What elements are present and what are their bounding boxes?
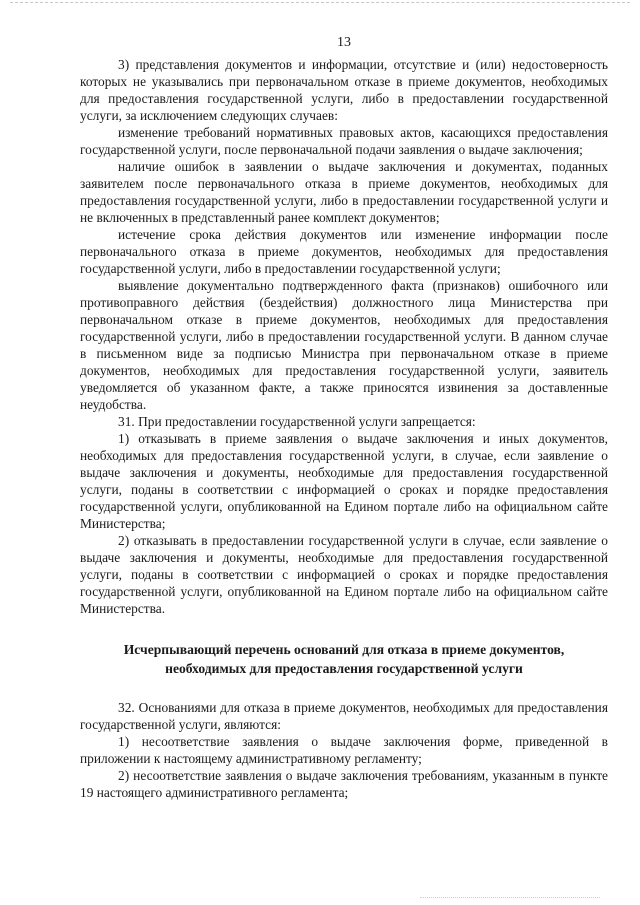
paragraph-exception-expiry: истечение срока действия документов или изменение информации после первоначального отказа в приеме документов, необходимых для предоставления государственной услуги, либо в предоставлении государственной услуги; — [80, 227, 608, 276]
paragraph-31-2: 2) отказывать в предоставлении государственной услуги в случае, если заявление о выдаче заключения и документы, необходимые для предоставления государственной услуги, поданы в соответствии с информацией о сроках и порядке предоставления государственной услуги, опубликованной на Едином портале либо на официальном сайте Министерства. — [80, 533, 608, 616]
paragraph-31-1: 1) отказывать в приеме заявления о выдаче заключения и иных документов, необходимых для предоставления государственной услуги, в случае, если заявление о выдаче заключения и документы, необходимые для предоставления государственной услуги, поданы в соответствии с информацией о сроках и порядке предоставления государственной услуги, опубликованной на Едином портале либо на официальном сайте Министерства; — [80, 431, 608, 531]
section-heading — [80, 640, 608, 678]
paragraph-exception-misconduct: выявление документально подтвержденного факта (признаков) ошибочного или противоправного действия (бездействия) должностного лица Министерства при первоначальном отказе в приеме документов, необходимых для предоставления государственной услуги, либо в предоставлении государственной услуги. В данном случае в письменном виде за подписью Министра при первоначальном отказе в приеме документов, необходимых для предоставления государственной услуги, заявитель уведомляется об указанном факте, а также приносятся извинения за доставленные неудобства. — [80, 278, 608, 412]
paragraph-32-1: 1) несоответствие заявления о выдаче заключения форме, приведенной в приложении к настоящему административному регламенту; — [80, 734, 608, 766]
paragraph-31: 31. При предоставлении государственной услуги запрещается: — [118, 414, 476, 429]
document-page — [80, 32, 608, 801]
scan-edge-top — [10, 2, 630, 4]
paragraph-32-2: 2) несоответствие заявления о выдаче заключения требованиям, указанным в пункте 19 настоящего административного регламента; — [80, 768, 608, 800]
page-number: 13 — [337, 35, 351, 50]
section-heading-line-1: Исчерпывающий перечень оснований для отказа в приеме документов, — [123, 642, 565, 657]
paragraph-30-3: 3) представления документов и информации, отсутствие и (или) недостоверность которых не указывались при первоначальном отказе в приеме документов, необходимых для предоставления государственной услуги, либо в предоставлении государственной услуги, за исключением следующих случаев: — [80, 57, 608, 123]
paragraph-exception-requirements: изменение требований нормативных правовых актов, касающихся предоставления государственной услуги, после первоначальной подачи заявления о выдаче заключения; — [80, 125, 608, 157]
paragraph-exception-errors: наличие ошибок в заявлении о выдаче заключения и документах, поданных заявителем после первоначального отказа в приеме документов, необходимых для предоставления государственной услуги, либо в предоставлении государственной услуги и не включенных в представленный ранее комплект документов; — [80, 159, 608, 225]
scan-edge-bottom — [420, 897, 600, 899]
section-heading-line-2: необходимых для предоставления государственной услуги — [165, 661, 523, 676]
paragraph-32: 32. Основаниями для отказа в приеме документов, необходимых для предоставления государственной услуги, являются: — [80, 700, 608, 732]
